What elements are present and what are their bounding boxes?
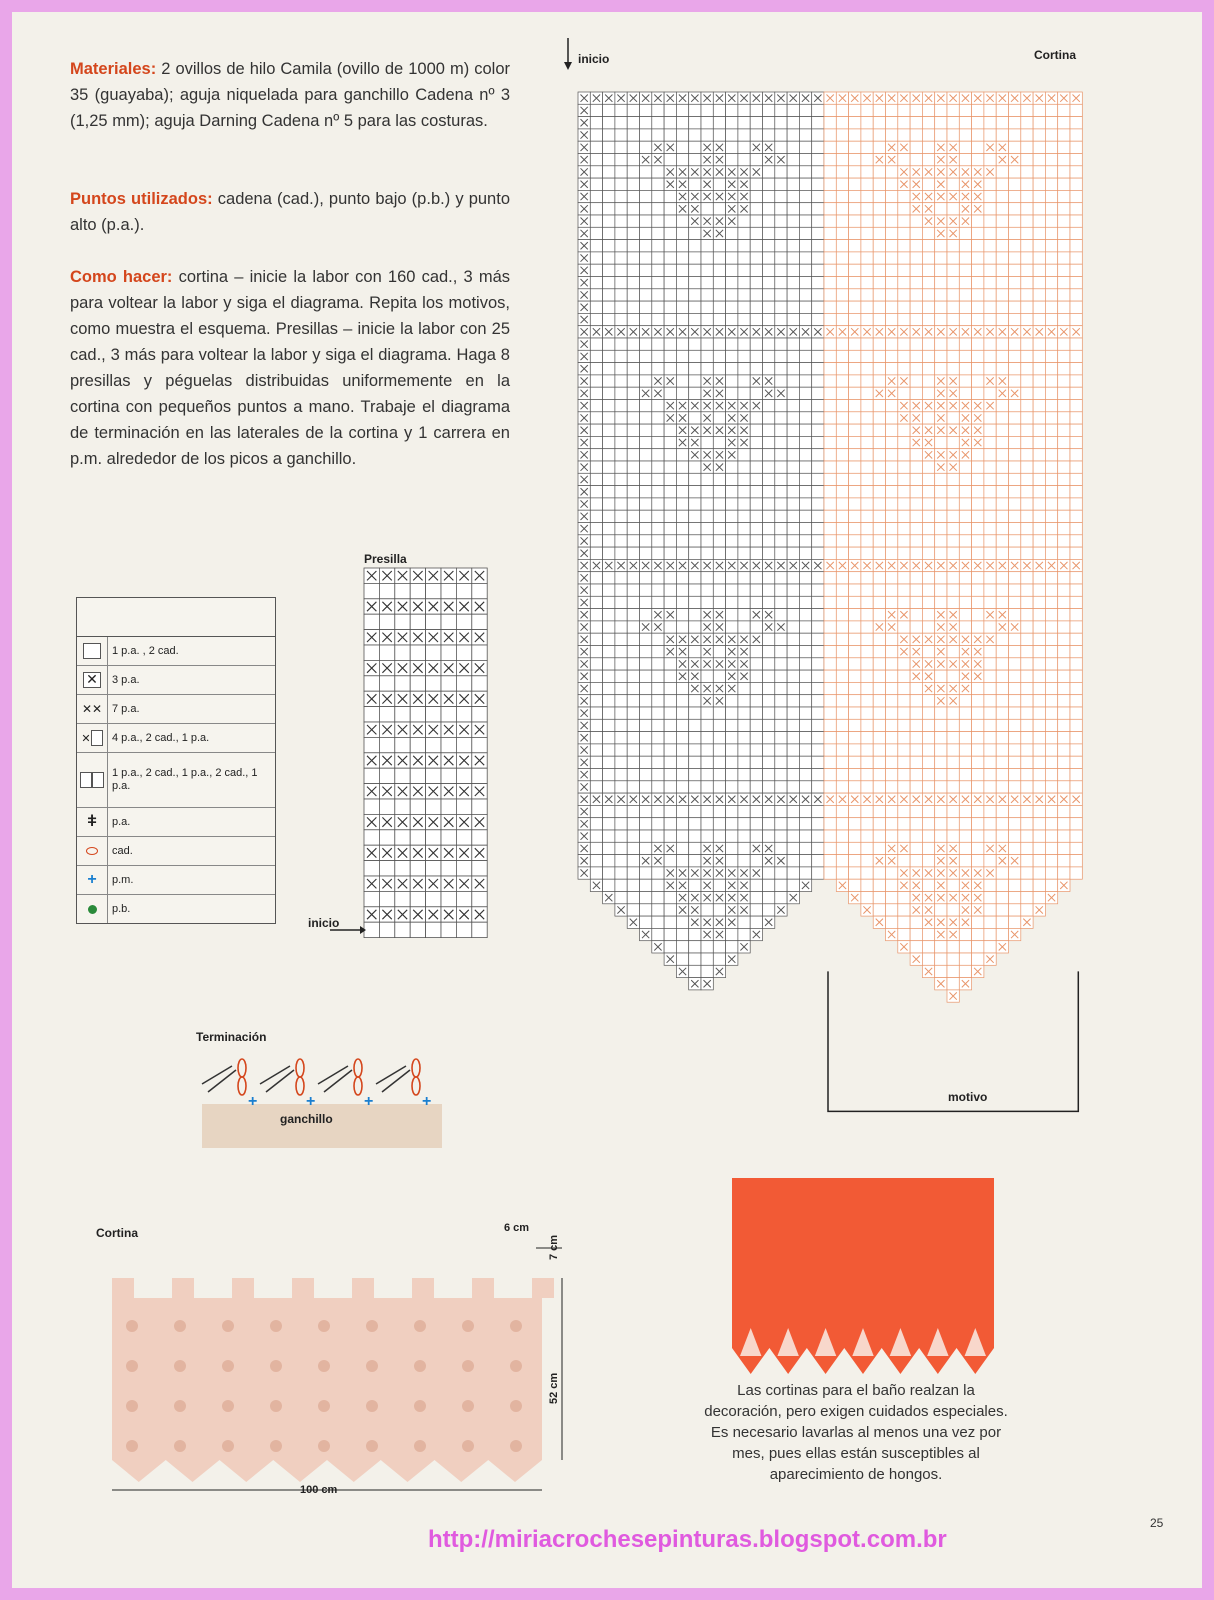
stitch-legend (76, 597, 276, 924)
svg-text:+: + (248, 1093, 258, 1110)
ganchillo-band (202, 1104, 442, 1148)
legend-label: 4 p.a., 2 cad., 1 p.a. (107, 724, 275, 752)
puntos-text: cadena (cad.), punto bajo (p.b.) y punto alto (p.a.). (70, 190, 510, 234)
como-text: cortina – inicie la labor con 160 cad., 3 más para voltear la labor y siga el diagrama. Repita los motivos, como muestra el esquema. Presillas – inicie la labor con 25 cad., 3 más para voltear la labor y siga el diagrama. Haga 8 presillas y péguelas distribuidas uniformemente en la cortina con pequeños puntos a mano. Trabaje el diagrama de terminación en las laterales de la cortina y 1 carrera en p.m. alrededor de los picos a ganchillo. (70, 268, 510, 468)
legend-row (77, 666, 275, 695)
double-empty-icon (77, 772, 107, 788)
legend-row (77, 637, 275, 666)
legend-label: p.a. (107, 808, 275, 836)
empty-square-icon (77, 643, 107, 659)
presilla-chart (362, 566, 502, 966)
como-paragraph (70, 264, 510, 472)
dim-6cm-label: 6 cm (504, 1222, 530, 1234)
legend-row (77, 808, 275, 837)
dot-icon (77, 905, 107, 914)
puntos-heading: Puntos utilizados: (70, 190, 213, 208)
dim-100cm-label: 100 cm (300, 1484, 338, 1496)
legend-header (77, 598, 275, 637)
svg-text:+: + (364, 1093, 374, 1110)
dim-7cm-label: 7 cm (548, 1234, 560, 1260)
como-heading: Como hacer: (70, 268, 173, 286)
cortina-chart (562, 62, 1102, 1132)
tall-stitch-icon: ǂ (87, 813, 97, 830)
page (12, 12, 1202, 1588)
presilla-title: Presilla (364, 552, 407, 566)
plus-icon: + (87, 871, 97, 888)
curtain-photo (732, 1178, 994, 1378)
cross-half-icon: ✕ (77, 730, 107, 746)
dim-52cm-label: 52 cm (548, 1372, 560, 1404)
materiales-paragraph (70, 56, 510, 134)
presilla-inicio-label: inicio (308, 916, 340, 930)
materiales-heading: Materiales: (70, 60, 157, 78)
legend-row (77, 695, 275, 724)
photo-caption: Las cortinas para el baño realzan la decoración, pero exigen cuidados especiales. Es necesario lavarlas al menos una vez por mes, pues ellas están susceptibles al aparecimiento de hongos. (704, 1382, 1008, 1483)
page-number: 25 (1150, 1516, 1164, 1530)
terminacion-title: Terminación (196, 1030, 267, 1044)
materiales-text: 2 ovillos de hilo Camila (ovillo de 1000 m) color 35 (guayaba); aguja niquelada para ganchillo Cadena nº 3 (1,25 mm); aguja Darning Cadena nº 5 para las costuras. (70, 60, 510, 130)
svg-text:+: + (422, 1093, 432, 1110)
legend-label: 1 p.a. , 2 cad. (107, 637, 275, 665)
double-cross-icon: ✕✕ (81, 702, 103, 716)
legend-row (77, 753, 275, 808)
legend-row (77, 837, 275, 866)
presilla-grid (364, 568, 487, 938)
legend-label: cad. (107, 837, 275, 865)
cross-square-icon: ✕ (77, 672, 107, 688)
ganchillo-label: ganchillo (280, 1112, 333, 1126)
svg-text:+: + (306, 1093, 316, 1110)
cortina-schematic (92, 1238, 572, 1508)
legend-row (77, 866, 275, 895)
chart-cortina-label: Cortina (1034, 48, 1076, 62)
blog-url[interactable]: http://miriacrochesepinturas.blogspot.com.br (428, 1526, 947, 1553)
cortina-grid (578, 92, 1082, 1002)
chain-icon (77, 847, 107, 855)
legend-label: 1 p.a., 2 cad., 1 p.a., 2 cad., 1 p.a. (107, 753, 275, 807)
legend-row (77, 724, 275, 753)
inicio-arrow-icon (330, 924, 366, 936)
legend-label: 7 p.a. (107, 695, 275, 723)
legend-row (77, 895, 275, 923)
schematic-title: Cortina (96, 1226, 138, 1240)
puntos-paragraph (70, 186, 510, 238)
terminacion-diagram (182, 1044, 442, 1154)
legend-label: p.m. (107, 866, 275, 894)
legend-label: p.b. (107, 895, 275, 923)
motivo-label: motivo (948, 1090, 988, 1104)
chart-inicio-label: inicio (578, 52, 610, 66)
legend-label: 3 p.a. (107, 666, 275, 694)
